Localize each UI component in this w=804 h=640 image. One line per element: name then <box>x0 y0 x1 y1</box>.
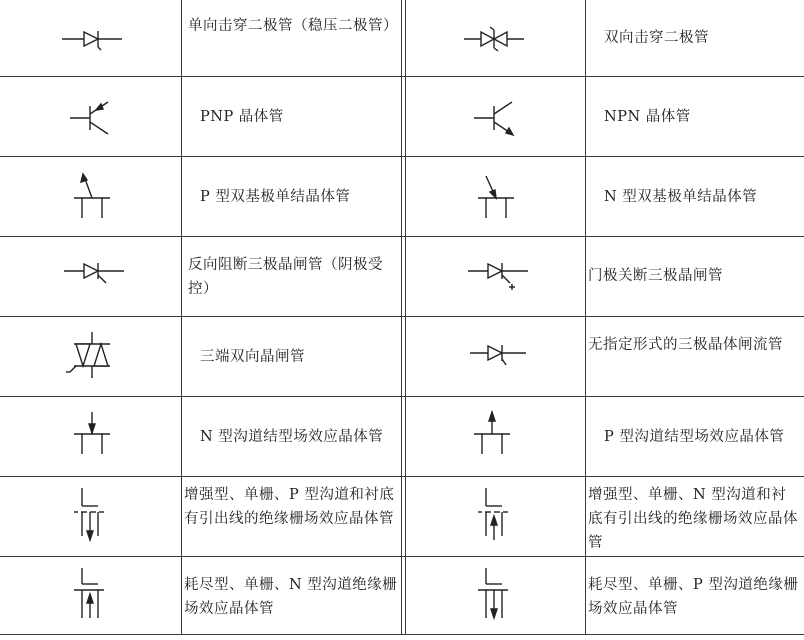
column-divider <box>181 0 182 634</box>
row-divider <box>0 236 804 237</box>
row-divider <box>0 156 804 157</box>
npn-transistor-icon <box>472 96 522 140</box>
symbol-description: P 型沟道结型场效应晶体管 <box>604 429 785 445</box>
unidirectional-breakdown-diode-icon <box>60 24 124 54</box>
symbol-description: 无指定形式的三极晶体闸流管 <box>588 337 783 353</box>
column-divider <box>401 0 402 634</box>
depletion-p-channel-mosfet-icon <box>476 566 516 628</box>
p-channel-jfet-icon <box>470 408 514 460</box>
symbol-description: 增强型、单栅、P 型沟道和衬底有引出线的绝缘栅场效应晶体管 <box>184 487 395 527</box>
enhancement-p-channel-mosfet-icon <box>72 484 112 546</box>
symbol-description: 单向击穿二极管（稳压二极管） <box>188 18 398 34</box>
symbol-description: N 型沟道结型场效应晶体管 <box>200 429 384 445</box>
enhancement-n-channel-mosfet-icon <box>476 484 516 546</box>
column-divider <box>405 0 406 634</box>
row-divider <box>0 76 804 77</box>
symbol-description: 门极关断三极晶闸管 <box>588 268 723 284</box>
symbol-description: 反向阻断三极晶闸管（阴极受控） <box>188 257 383 297</box>
symbol-description: 三端双向晶闸管 <box>200 349 305 365</box>
row-divider <box>0 396 804 397</box>
symbol-description: NPN 晶体管 <box>604 109 691 125</box>
symbol-description: P 型双基极单结晶体管 <box>200 189 351 205</box>
row-divider <box>0 316 804 317</box>
gate-turn-off-thyristor-icon <box>466 256 530 292</box>
symbol-description: 耗尽型、单栅、P 型沟道绝缘栅场效应晶体管 <box>588 577 799 617</box>
symbol-description: 双向击穿二极管 <box>604 30 709 46</box>
triac-icon <box>64 330 120 380</box>
symbol-description: 增强型、单栅、N 型沟道和衬底有引出线的绝缘栅场效应晶体管 <box>588 487 798 551</box>
depletion-n-channel-mosfet-icon <box>72 566 112 628</box>
table-bottom-border <box>0 634 804 635</box>
row-divider <box>0 476 804 477</box>
n-type-unijunction-transistor-icon <box>474 170 518 222</box>
column-divider <box>585 0 586 634</box>
symbol-description: N 型双基极单结晶体管 <box>604 189 758 205</box>
reverse-blocking-triode-thyristor-icon <box>62 256 126 290</box>
unspecified-thyristor-icon <box>468 338 528 372</box>
pnp-transistor-icon <box>68 96 118 140</box>
bidirectional-breakdown-diode-icon <box>462 22 526 56</box>
symbol-description: 耗尽型、单栅、N 型沟道绝缘栅场效应晶体管 <box>184 577 398 617</box>
row-divider <box>0 556 804 557</box>
symbol-description: PNP 晶体管 <box>200 109 284 125</box>
p-type-unijunction-transistor-icon <box>70 170 114 222</box>
n-channel-jfet-icon <box>70 408 114 460</box>
